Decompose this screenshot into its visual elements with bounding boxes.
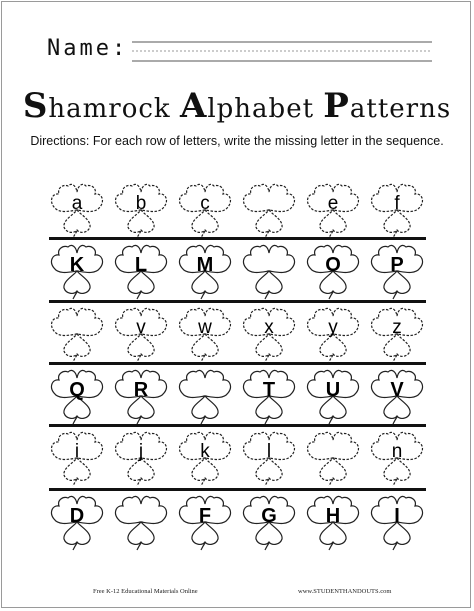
shamrock-letter <box>112 180 170 238</box>
shamrock-letter-text: M <box>196 254 214 276</box>
shamrock-letter-text: H <box>325 505 341 527</box>
shamrock-letter <box>368 492 426 550</box>
title-initial-1: A <box>179 86 208 126</box>
row-divider-2 <box>49 300 426 303</box>
blank-shamrock-answer[interactable] <box>112 492 170 550</box>
shamrock-letter <box>304 366 362 424</box>
shamrock-letter-text: c <box>200 193 210 214</box>
shamrock-letter-text: j <box>138 441 144 462</box>
shamrock-letter <box>176 492 234 550</box>
directions-text: Directions: For each row of letters, write the missing letter in the sequence. <box>30 134 444 148</box>
blank-shamrock-answer[interactable] <box>304 428 362 486</box>
row-divider-5 <box>49 488 426 491</box>
shamrock-letter-text: n <box>391 441 403 462</box>
footer-right-text: www.STUDENTHANDOUTS.com <box>298 588 392 595</box>
shamrock-letter <box>368 180 426 238</box>
shamrock-letter-text: l <box>266 441 272 462</box>
blank-shamrock-answer[interactable] <box>48 304 106 362</box>
worksheet-title <box>0 86 474 126</box>
letter-row-5 <box>48 428 422 490</box>
shamrock-letter <box>176 180 234 238</box>
shamrock-letter <box>176 241 234 299</box>
shamrock-letter-text: I <box>394 505 400 527</box>
title-initial-2: P <box>323 86 350 126</box>
shamrock-letter <box>112 366 170 424</box>
shamrock-letter <box>304 492 362 550</box>
shamrock-letter <box>48 428 106 486</box>
shamrock-letter-text: b <box>135 193 147 214</box>
letter-row-4 <box>48 366 422 428</box>
title-word-2: atterns <box>349 94 452 124</box>
shamrock-letter <box>176 304 234 362</box>
shamrock-letter-text: x <box>264 317 274 338</box>
shamrock-letter-text: F <box>198 505 212 527</box>
shamrock-letter <box>240 492 298 550</box>
shamrock-letter-text: P <box>390 254 404 276</box>
letter-row-2 <box>48 241 422 303</box>
shamrock-letter <box>240 304 298 362</box>
shamrock-icon <box>48 304 106 362</box>
letter-row-1 <box>48 180 422 242</box>
row-divider-3 <box>49 362 426 365</box>
blank-shamrock-answer[interactable] <box>240 180 298 238</box>
letter-row-6 <box>48 492 422 554</box>
blank-shamrock-answer[interactable] <box>176 366 234 424</box>
shamrock-letter-text: T <box>262 379 276 401</box>
shamrock-letter <box>368 304 426 362</box>
shamrock-letter <box>368 241 426 299</box>
shamrock-letter-text: y <box>328 317 338 338</box>
shamrock-letter-text: D <box>69 505 85 527</box>
shamrock-letter-text: z <box>392 317 402 338</box>
shamrock-letter <box>240 366 298 424</box>
shamrock-letter <box>176 428 234 486</box>
shamrock-letter-text: f <box>394 193 400 214</box>
shamrock-letter-text: U <box>325 379 341 401</box>
footer-left-text: Free K-12 Educational Materials Online <box>93 588 198 595</box>
shamrock-icon <box>176 366 234 424</box>
shamrock-letter <box>48 492 106 550</box>
shamrock-letter <box>112 241 170 299</box>
shamrock-letter-text: G <box>261 505 277 527</box>
shamrock-letter <box>48 366 106 424</box>
name-field[interactable] <box>47 36 432 66</box>
shamrock-letter <box>368 366 426 424</box>
shamrock-letter-text: K <box>69 254 85 276</box>
shamrock-letter-text: V <box>390 379 404 401</box>
shamrock-letter-text: e <box>327 193 339 214</box>
shamrock-letter-text: i <box>74 441 80 462</box>
row-divider-4 <box>49 424 426 427</box>
shamrock-letter <box>368 428 426 486</box>
shamrock-letter <box>112 304 170 362</box>
shamrock-letter <box>48 180 106 238</box>
title-word-0: hamrock <box>48 94 180 124</box>
shamrock-icon <box>112 492 170 550</box>
shamrock-letter <box>112 428 170 486</box>
shamrock-icon <box>240 180 298 238</box>
shamrock-letter-text: L <box>134 254 148 276</box>
letter-row-3 <box>48 304 422 366</box>
shamrock-letter-text: v <box>136 317 146 338</box>
shamrock-letter <box>304 241 362 299</box>
shamrock-icon <box>240 241 298 299</box>
shamrock-letter <box>48 241 106 299</box>
row-divider-1 <box>49 237 426 240</box>
shamrock-letter-text: R <box>133 379 149 401</box>
shamrock-letter-text: a <box>71 193 83 214</box>
title-initial-0: S <box>22 86 49 126</box>
shamrock-letter-text: k <box>200 441 210 462</box>
shamrock-letter <box>304 304 362 362</box>
shamrock-icon <box>304 428 362 486</box>
shamrock-letter-text: w <box>198 317 212 338</box>
shamrock-letter-text: Q <box>69 379 85 401</box>
shamrock-letter-text: O <box>325 254 341 276</box>
title-word-1: lphabet <box>207 94 324 124</box>
blank-shamrock-answer[interactable] <box>240 241 298 299</box>
name-label: Name: <box>47 36 129 61</box>
shamrock-letter <box>304 180 362 238</box>
shamrock-letter <box>240 428 298 486</box>
